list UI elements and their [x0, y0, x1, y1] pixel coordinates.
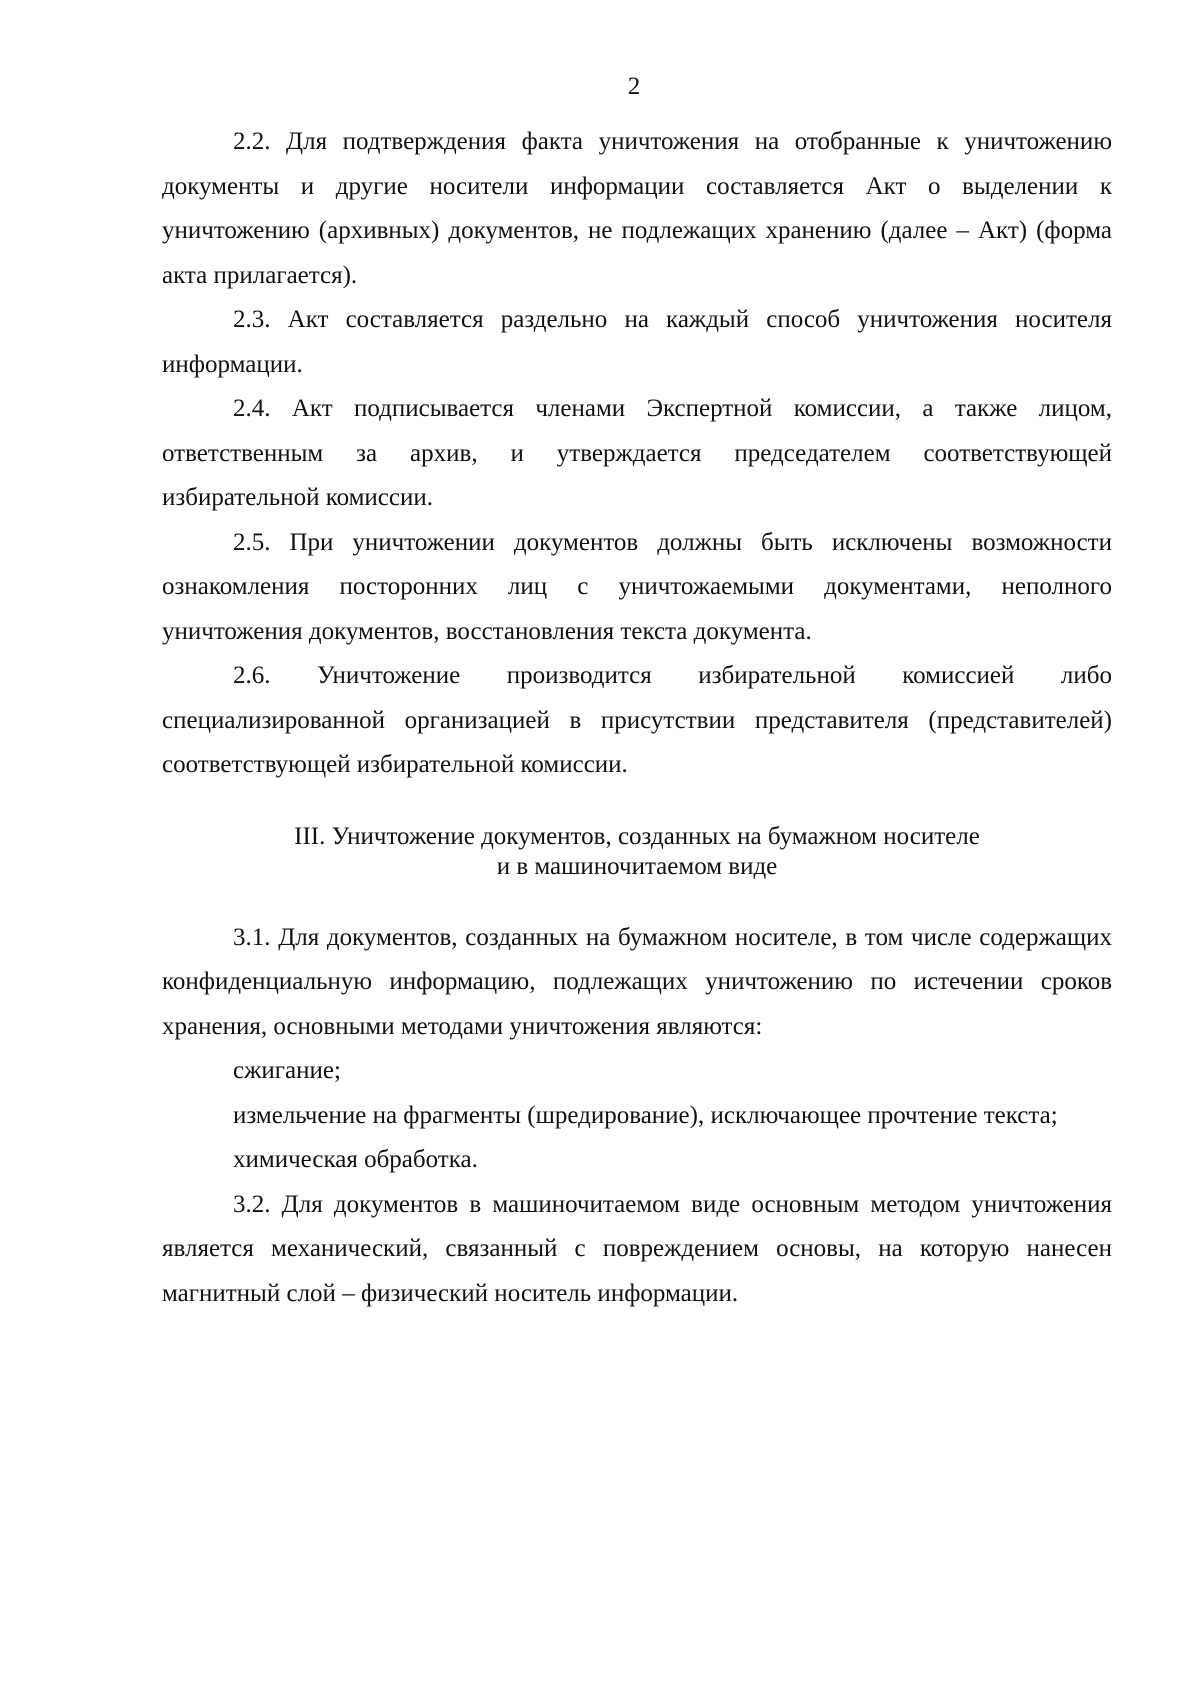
- page-number: 2: [627, 73, 641, 100]
- paragraph-2-3: 2.3. Акт составляется раздельно на каждый способ уничтожения носителя информации.: [162, 306, 1112, 378]
- paragraph-3-2: 3.2. Для документов в машиночитаемом виде основным методом уничтожения является механический, связанный с повреждением основы, на которую нанесен магнитный слой – физический носитель информации.: [162, 1190, 1112, 1307]
- section-3-heading: [162, 822, 1112, 882]
- method-item-shredding: измельчение на фрагменты (шредирование), исключающее прочтение текста;: [233, 1101, 1058, 1129]
- document-body: [162, 120, 1112, 1316]
- paragraph-2-6: 2.6. Уничтожение производится избирательной комиссией либо специализированной организацией в присутствии представителя (представителей) соответствующей избирательной комиссии.: [162, 662, 1112, 778]
- paragraph-2-2: 2.2. Для подтверждения факта уничтожения на отобранные к уничтожению документы и другие носители информации составляется Акт о выделении к уничтожению (архивных) документов, не подлежащих хранению (далее – Акт) (форма акта прилагается).: [162, 128, 1112, 289]
- method-item-burning: сжигание;: [233, 1057, 341, 1084]
- paragraph-3-1: 3.1. Для документов, созданных на бумажном носителе, в том числе содержащих конфиденциальную информацию, подлежащих уничтожению по истечении сроков хранения, основными методами уничтожения являются:: [162, 923, 1112, 1040]
- method-item-chemical: химическая обработка.: [233, 1146, 478, 1173]
- section-3-heading-line-2: и в машиночитаемом виде: [496, 852, 778, 880]
- paragraph-2-4: 2.4. Акт подписывается членами Экспертной комиссии, а также лицом, ответственным за архив, и утверждается председателем соответствующей избирательной комиссии.: [162, 395, 1112, 511]
- section-3-heading-line-1: III. Уничтожение документов, созданных на бумажном носителе: [294, 822, 980, 850]
- paragraph-2-5: 2.5. При уничтожении документов должны быть исключены возможности ознакомления посторонних лиц с уничтожаемыми документами, неполного уничтожения документов, восстановления текста документа.: [162, 528, 1112, 645]
